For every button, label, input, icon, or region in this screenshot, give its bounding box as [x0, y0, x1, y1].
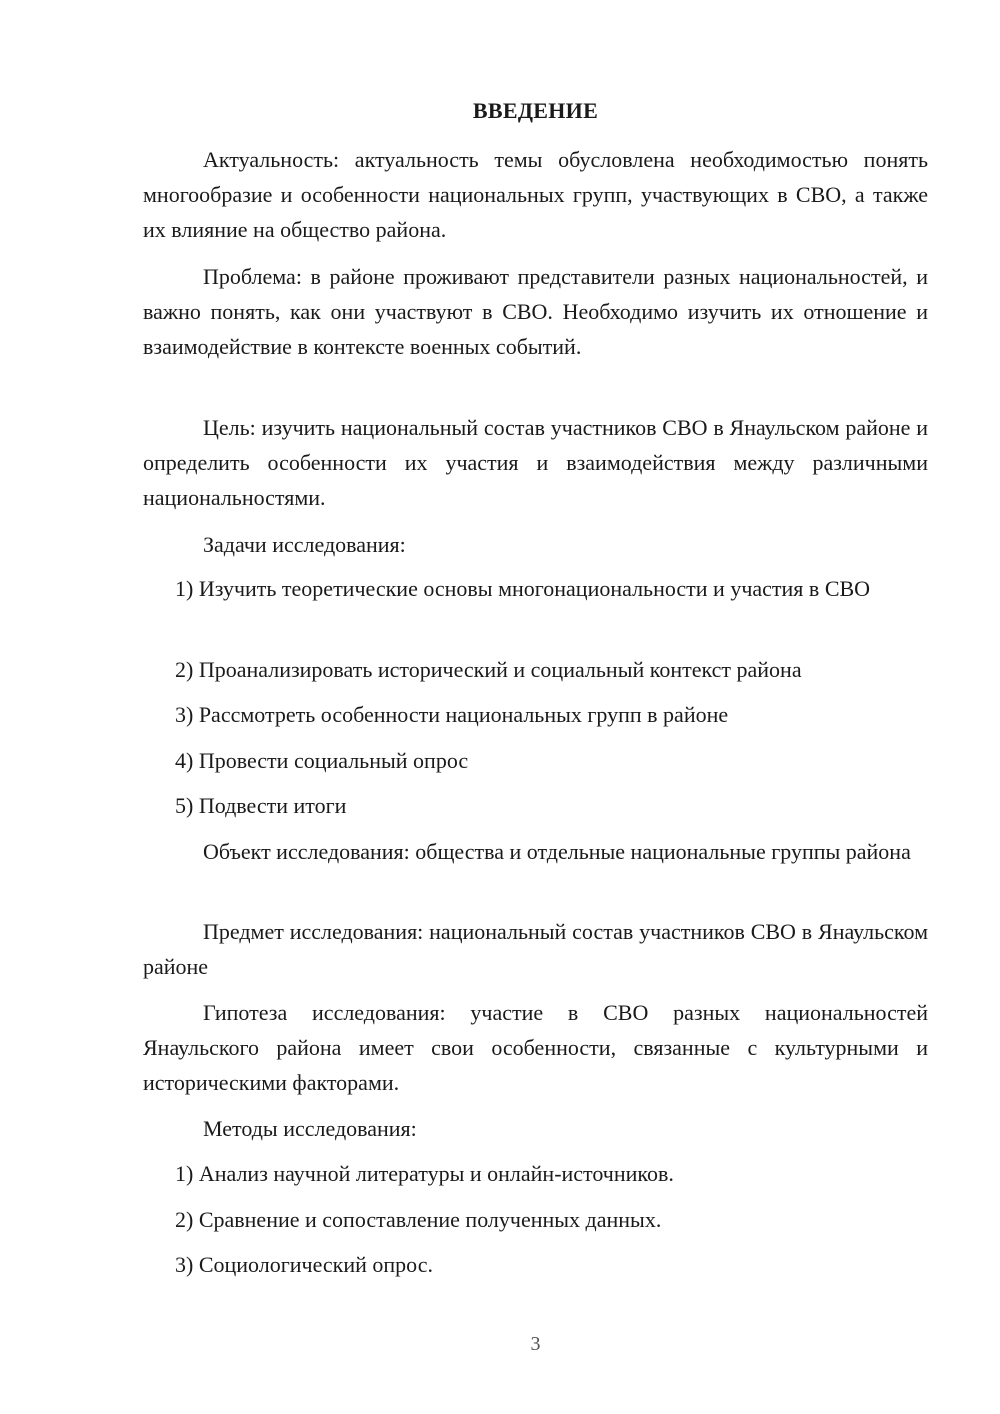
paragraph-hypothesis: Гипотеза исследования: участие в СВО разных национальностей Янаульского района имеет свои особенности, связанные с культурными и историческими факторами.	[143, 1000, 928, 1095]
method-item-3: 3) Социологический опрос.	[175, 1252, 433, 1277]
paragraph-relevance: Актуальность: актуальность темы обусловлена необходимостью понять многообразие и особенности национальных групп, участвующих в СВО, а также их влияние на общество района.	[143, 147, 928, 242]
methods-heading: Методы исследования:	[203, 1116, 417, 1141]
page-number: 3	[530, 1333, 541, 1355]
paragraph-goal: Цель: изучить национальный состав участников СВО в Янаульском районе и определить особенности их участия и взаимодействия между различными национальностями.	[143, 415, 928, 510]
paragraph-object: Объект исследования: общества и отдельные национальные группы района	[203, 839, 911, 864]
task-item-4: 4) Провести социальный опрос	[175, 748, 469, 773]
tasks-heading: Задачи исследования:	[203, 532, 406, 557]
task-item-5: 5) Подвести итоги	[175, 793, 347, 818]
document-page	[143, 0, 928, 1414]
task-item-1: 1) Изучить теоретические основы многонациональности и участия в СВО	[175, 576, 871, 601]
method-item-1: 1) Анализ научной литературы и онлайн-источников.	[175, 1161, 674, 1186]
method-item-2: 2) Сравнение и сопоставление полученных данных.	[175, 1207, 662, 1232]
task-item-3: 3) Рассмотреть особенности национальных групп в районе	[175, 702, 729, 727]
section-title: ВВЕДЕНИЕ	[472, 98, 599, 123]
paragraph-problem: Проблема: в районе проживают представители разных национальностей, и важно понять, как они участвуют в СВО. Необходимо изучить их отношение и взаимодействие в контексте военных событий.	[143, 264, 928, 359]
task-item-2: 2) Проанализировать исторический и социальный контекст района	[175, 657, 802, 682]
paragraph-subject: Предмет исследования: национальный состав участников СВО в Янаульском районе	[143, 919, 928, 979]
